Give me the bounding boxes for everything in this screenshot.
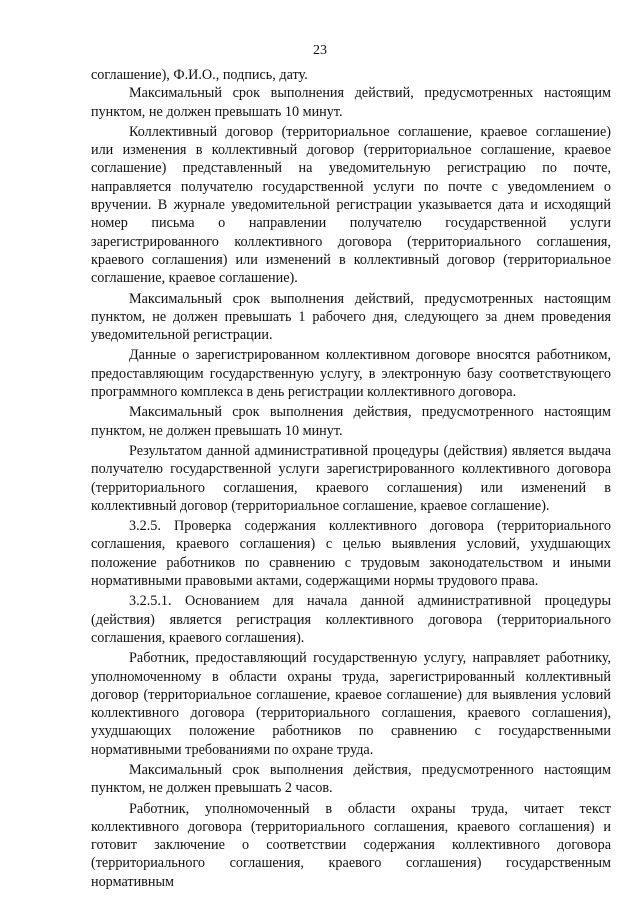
paragraph-6: Максимальный срок выполнения действия, предусмотренного настоящим пунктом, не должен превышать 10 минут. bbox=[91, 404, 611, 439]
paragraph-12: Работник, уполномоченный в области охраны труда, читает текст коллективного договора (территориального соглашения, краевого соглашения) и готовит заключение о соответствии содержания коллективного договора (территориального соглашения, краевого соглашения) государственным нормативным bbox=[91, 800, 611, 890]
paragraph-11: Максимальный срок выполнения действия, предусмотренного настоящим пунктом, не должен превышать 2 часов. bbox=[91, 761, 611, 797]
paragraph-9: 3.2.5.1. Основанием для начала данной административной процедуры (действия) является регистрация коллективного договора (территориального соглашения, краевого соглашения). bbox=[91, 593, 611, 646]
page-number: 23 bbox=[313, 43, 327, 58]
paragraph-5: Данные о зарегистрированном коллективном договоре вносятся работником, предоставляющим государственную услугу, в электронную базу соответствующего программного комплекса в день регистрации коллективного договора. bbox=[91, 347, 611, 401]
paragraph-10: Работник, предоставляющий государственную услугу, направляет работнику, уполномоченному в области охраны труда, зарегистрированный коллективный договор (территориальное соглашение, краевое соглашение) для выявления условий коллективного договора (территориального соглашения, краевого соглашения), ухудшающих положение работников по сравнению с государственными нормативными требованиями по охране труда. bbox=[91, 650, 611, 758]
paragraph-3: Коллективный договор (территориальное соглашение, краевое соглашение) или изменения в коллективный договор (территориальное соглашение, краевое соглашение) представленный на уведомительную регистрацию по почте, направляется получателю государственной услуги по почте с уведомлением о вручении. В журнале уведомительной регистрации указывается дата и исходящий номер письма о направлении получателю государственной услуги зарегистрированного коллективного договора (территориального соглашения, краевого соглашения) или изменений в коллективный договор (территориальное соглашение, краевое соглашение). bbox=[91, 123, 611, 287]
paragraph-8: 3.2.5. Проверка содержания коллективного договора (территориального соглашения, краевого соглашения) с целью выявления условий, ухудшающих положение работников по сравнению с трудовым законодательством и иными нормативными правовыми актами, содержащими нормы трудового права. bbox=[91, 518, 611, 590]
paragraph-1: соглашение), Ф.И.О., подпись, дату. bbox=[91, 67, 308, 83]
paragraph-4: Максимальный срок выполнения действий, предусмотренных настоящим пунктом, не должен превышать 1 рабочего дня, следующего за днем проведения уведомительной регистрации. bbox=[91, 290, 611, 344]
document-body bbox=[91, 66, 611, 891]
paragraph-2: Максимальный срок выполнения действий, предусмотренных настоящим пунктом, не должен превышать 10 минут. bbox=[91, 85, 611, 120]
paragraph-7: Результатом данной административной процедуры (действия) является выдача получателю государственной услуги зарегистрированного коллективного договора (территориального соглашения, краевого соглашения) или изменений в коллективный договор (территориальное соглашение, краевое соглашение). bbox=[91, 442, 611, 514]
